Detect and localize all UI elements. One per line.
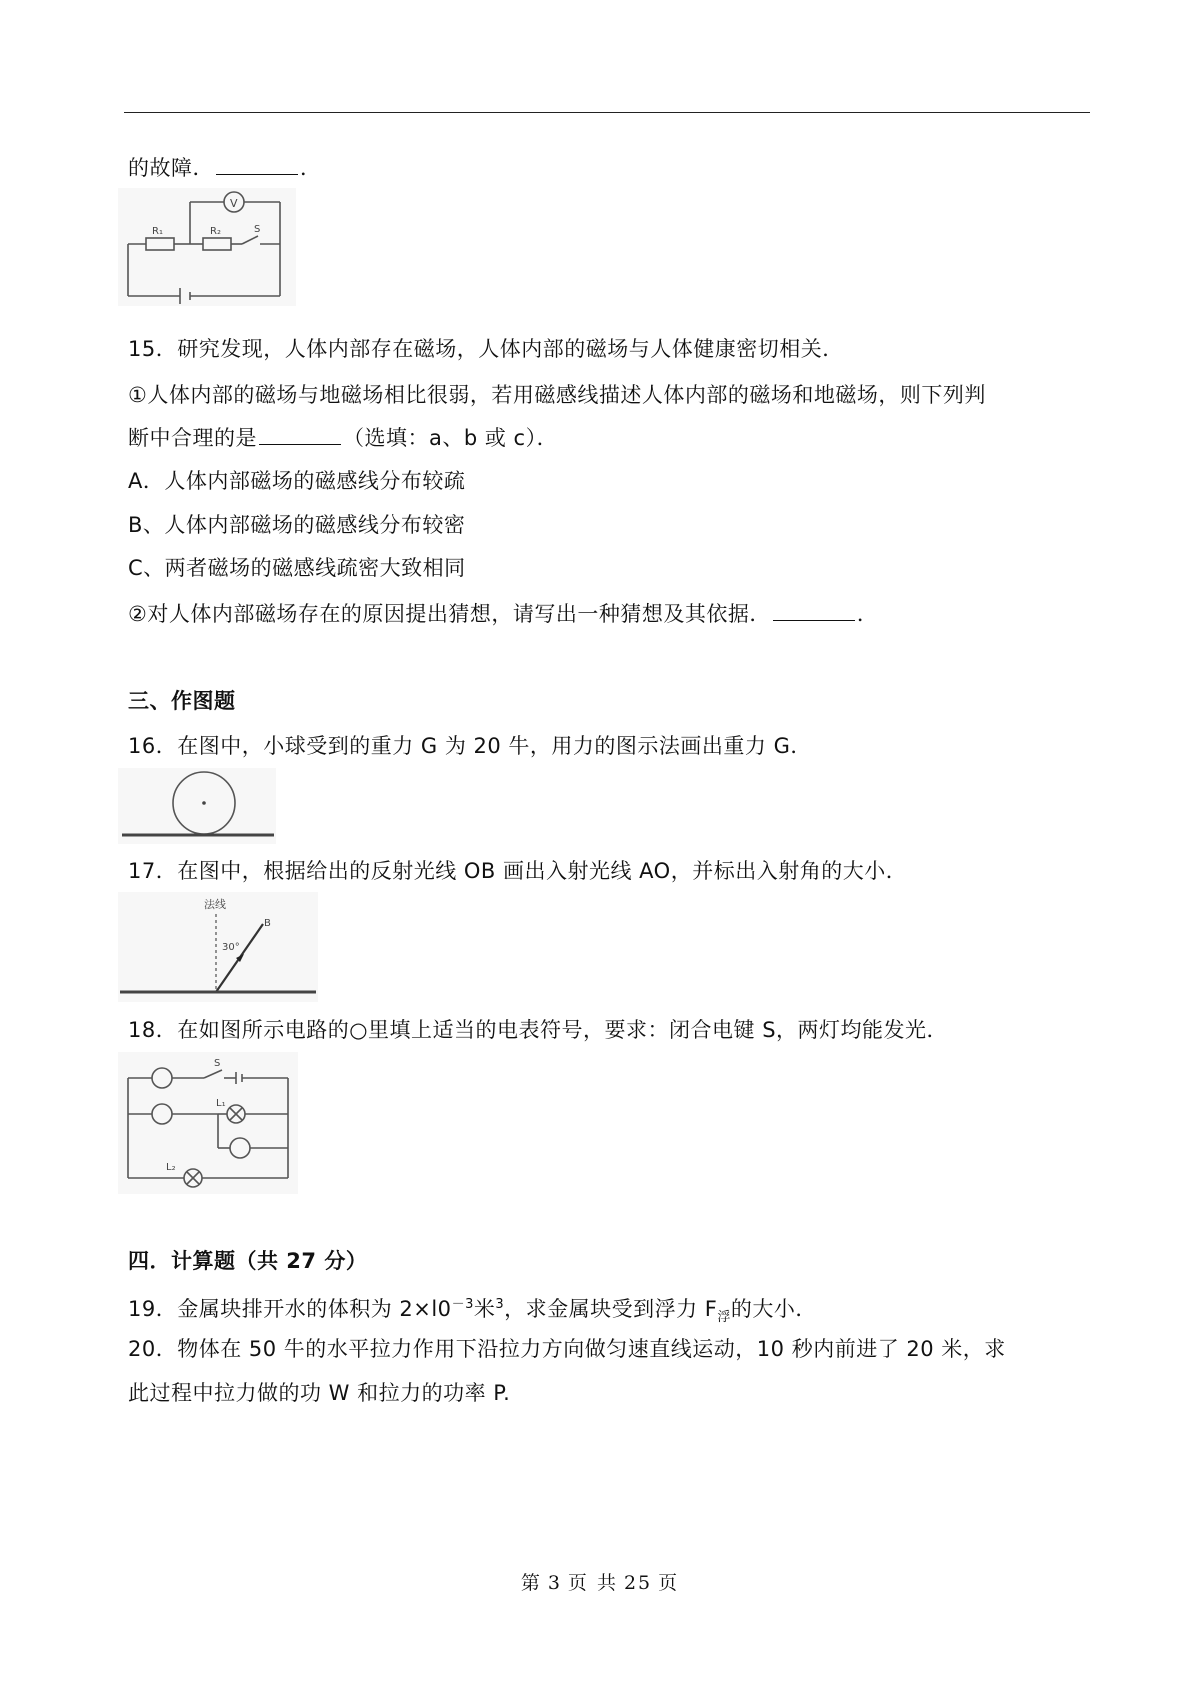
q19-text bbox=[128, 1290, 817, 1333]
q14-tail-end: ． bbox=[300, 156, 322, 180]
figure-q16-ball bbox=[118, 768, 276, 844]
switch-s-label: S bbox=[214, 1058, 221, 1069]
figure-q18-circuit bbox=[118, 1052, 298, 1194]
answer-blank[interactable] bbox=[773, 598, 855, 621]
q18-text: 18．在如图所示电路的○里填上适当的电表符号，要求：闭合电键 S，两灯均能发光． bbox=[128, 1018, 949, 1042]
footer-total-pages: 25 bbox=[623, 1572, 653, 1594]
angle-label: 30° bbox=[222, 942, 240, 953]
answer-blank[interactable] bbox=[216, 152, 298, 175]
r1-label: R₁ bbox=[152, 226, 163, 237]
voltmeter-label: V bbox=[230, 197, 238, 210]
q15-part2 bbox=[128, 598, 878, 629]
q19-unit: 米 bbox=[473, 1297, 496, 1321]
q15-part1-prefix: 断中合理的是 bbox=[128, 426, 257, 450]
q16-text: 16．在图中，小球受到的重力 G 为 20 牛，用力的图示法画出重力 G． bbox=[128, 734, 812, 758]
q15-part2-suffix: ． bbox=[856, 602, 879, 626]
q15-stem: 15．研究发现，人体内部存在磁场，人体内部的磁场与人体健康密切相关． bbox=[128, 337, 844, 361]
footer-page-number: 3 bbox=[547, 1572, 562, 1594]
section-3-title: 三、作图题 bbox=[128, 689, 236, 713]
q19-suffix: 的大小． bbox=[730, 1297, 817, 1321]
q15-part1-suffix: （选填：a、b 或 c）． bbox=[343, 426, 559, 450]
q15-part2-prefix: ②对人体内部磁场存在的原因提出猜想，请写出一种猜想及其依据． bbox=[128, 602, 771, 626]
figure-q17-reflection bbox=[118, 892, 318, 1002]
lamp-l2-label: L₂ bbox=[166, 1162, 176, 1173]
ray-b-label: B bbox=[264, 918, 271, 929]
lamp-l1-label: L₁ bbox=[216, 1098, 226, 1109]
answer-blank[interactable] bbox=[259, 422, 341, 445]
header-rule bbox=[124, 112, 1090, 113]
normal-label: 法线 bbox=[204, 898, 226, 911]
footer-prefix: 第 bbox=[520, 1572, 542, 1594]
q14-tail-line bbox=[128, 152, 322, 183]
q15-option-a: A．人体内部磁场的磁感线分布较疏 bbox=[128, 469, 466, 493]
q20-line1: 20．物体在 50 牛的水平拉力作用下沿拉力方向做匀速直线运动，10 秒内前进了 20 米，求 bbox=[128, 1337, 1006, 1361]
footer-suffix: 页 bbox=[658, 1572, 680, 1594]
q19-mid: ，求金属块受到浮力 F bbox=[504, 1297, 718, 1321]
q19-exponent: －3 bbox=[451, 1297, 474, 1312]
q14-tail-text: 的故障． bbox=[128, 156, 214, 180]
q15-part1-line2 bbox=[128, 422, 558, 453]
q19-prefix: 19．金属块排开水的体积为 2×l0 bbox=[128, 1297, 452, 1321]
q15-part1-line1: ①人体内部的磁场与地磁场相比很弱，若用磁感线描述人体内部的磁场和地磁场，则下列判 bbox=[128, 383, 986, 407]
q15-option-c: C、两者磁场的磁感线疏密大致相同 bbox=[128, 556, 466, 580]
switch-label: S bbox=[254, 224, 261, 235]
figure-q14-circuit bbox=[118, 188, 296, 306]
q19-subscript: 浮 bbox=[717, 1310, 731, 1326]
q19-unit-exponent: 3 bbox=[495, 1297, 505, 1312]
section-4-title: 四．计算题（共 27 分） bbox=[128, 1249, 368, 1273]
page-footer bbox=[0, 1568, 1200, 1595]
q17-text: 17．在图中，根据给出的反射光线 OB 画出入射光线 AO，并标出入射角的大小． bbox=[128, 859, 908, 883]
q15-option-b: B、人体内部磁场的磁感线分布较密 bbox=[128, 513, 466, 537]
footer-mid: 页 共 bbox=[567, 1572, 618, 1594]
q20-line2: 此过程中拉力做的功 W 和拉力的功率 P. bbox=[128, 1381, 511, 1405]
r2-label: R₂ bbox=[210, 226, 221, 237]
